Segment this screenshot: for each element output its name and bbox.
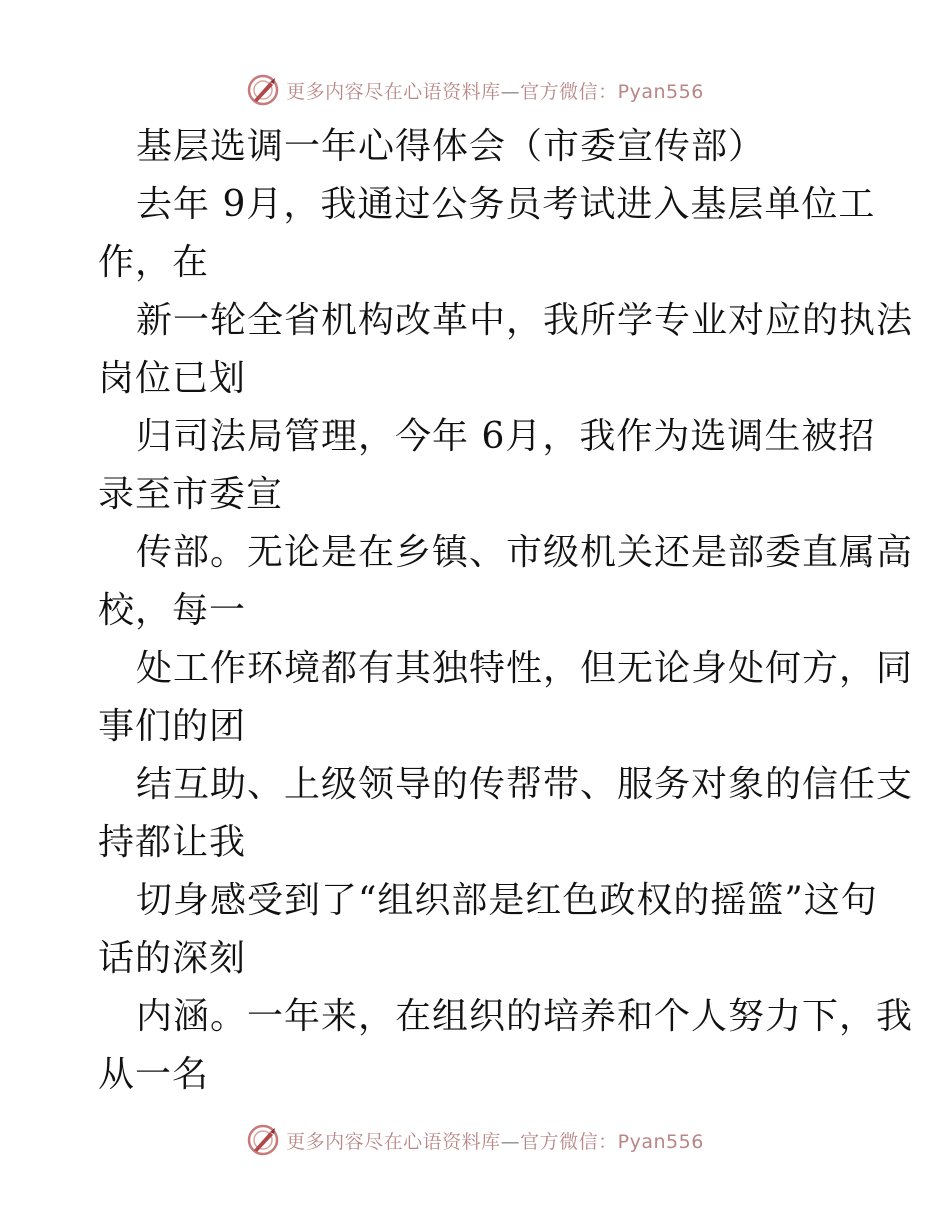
quill-pen-logo-icon (246, 1123, 280, 1157)
footer-banner-dash: — (500, 1130, 521, 1153)
paragraph-line: 持都让我 (98, 822, 247, 863)
footer-banner-inner (246, 1123, 704, 1157)
footer-banner (0, 1120, 950, 1160)
header-banner (0, 70, 950, 110)
quill-pen-logo-icon (246, 73, 280, 107)
paragraph-line: 去年 9月，我通过公务员考试进入基层单位工 (136, 184, 876, 225)
header-banner-dash: — (500, 80, 521, 103)
header-banner-title: 更多内容尽在心语资料库 (286, 80, 501, 103)
paragraph-line: 传部。无论是在乡镇、市级机关还是部委直属高 (136, 532, 914, 573)
paragraph-line: 话的深刻 (98, 938, 247, 979)
document-body (98, 118, 914, 1104)
paragraph-line: 结互助、上级领导的传帮带、服务对象的信任支 (136, 764, 914, 805)
paragraph-line: 处工作环境都有其独特性，但无论身处何方，同 (136, 648, 914, 689)
header-banner-contact: 官方微信：Pyan556 (520, 80, 704, 103)
paragraph-line: 作，在 (98, 242, 210, 283)
paragraph-line: 岗位已划 (98, 358, 247, 399)
footer-banner-text (286, 1127, 704, 1154)
header-banner-text (286, 77, 704, 104)
header-banner-inner (246, 73, 704, 107)
paragraph-line: 录至市委宣 (98, 474, 284, 515)
paragraph-line: 内涵。一年来，在组织的培养和个人努力下，我 (136, 996, 914, 1037)
paragraph-line: 归司法局管理，今年 6月，我作为选调生被招 (136, 416, 876, 457)
paragraph-line: 从一名 (98, 1054, 210, 1095)
paragraph-line: 事们的团 (98, 706, 247, 747)
document-title: 基层选调一年心得体会（市委宣传部） (136, 126, 766, 167)
footer-banner-contact: 官方微信：Pyan556 (520, 1130, 704, 1153)
paragraph-line: 新一轮全省机构改革中，我所学专业对应的执法 (136, 300, 914, 341)
paragraph-line: 校，每一 (98, 590, 247, 631)
footer-banner-title: 更多内容尽在心语资料库 (286, 1130, 501, 1153)
paragraph-line: 切身感受到了“组织部是红色政权的摇篮”这句 (136, 880, 878, 921)
